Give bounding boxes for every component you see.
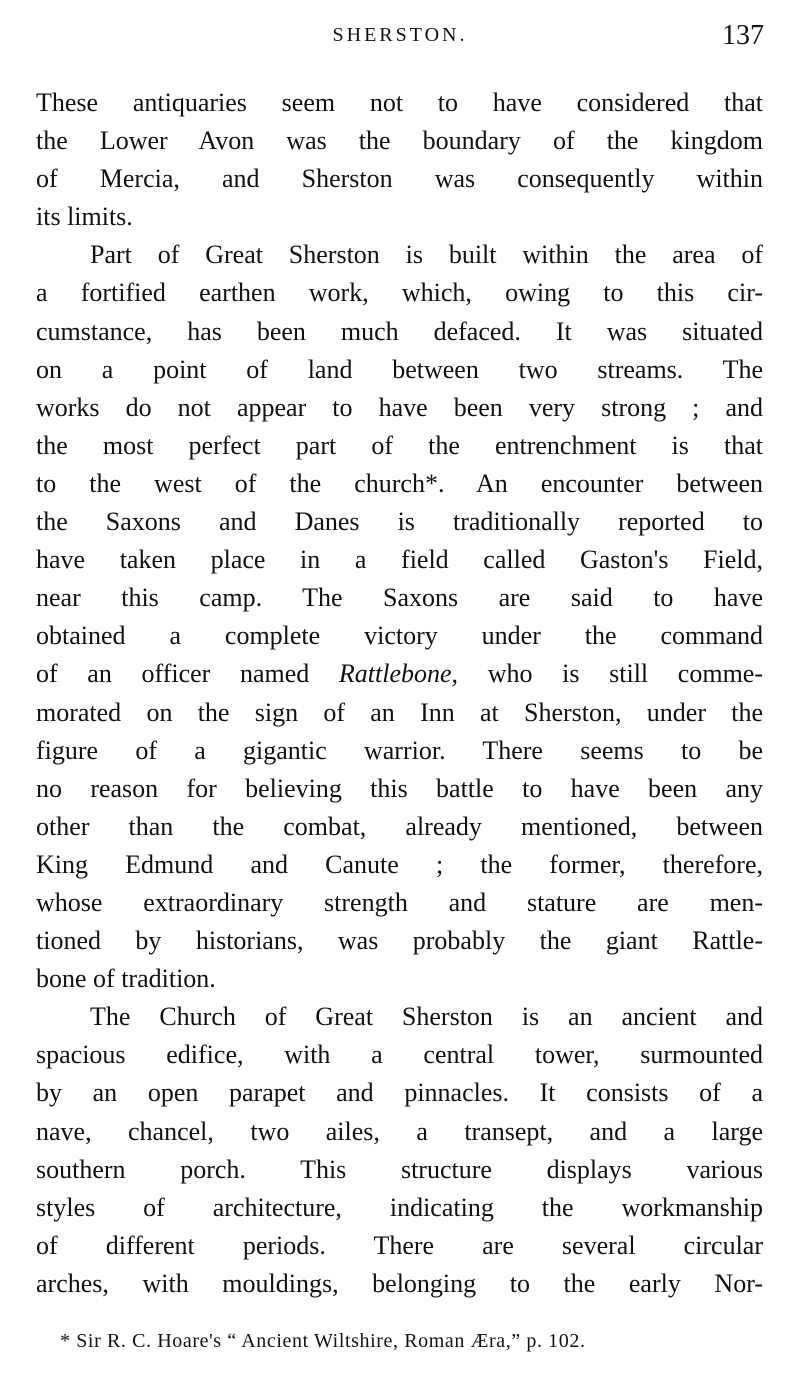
text-line: other than the combat, already mentioned, between (36, 811, 763, 841)
text-line: obtained a complete victory under the command (36, 621, 763, 651)
text-line: spacious edifice, with a central tower, surmounted (36, 1040, 763, 1070)
italic-name-rattlebone: Rattlebone, (338, 659, 459, 689)
text-line: its limits. (36, 202, 133, 232)
text-line: whose extraordinary strength and stature are men- (36, 887, 763, 917)
text-line: southern porch. This structure displays various (36, 1154, 763, 1184)
text-line: a fortified earthen work, which, owing to this cir- (36, 278, 763, 308)
text-line: of different periods. There are several circular (36, 1230, 763, 1260)
text-line: near this camp. The Saxons are said to have (36, 583, 763, 613)
body-text (36, 84, 763, 1303)
running-title: SHERSTON. (332, 24, 468, 46)
line-text-after: who is still comme- (458, 659, 763, 689)
text-line: arches, with mouldings, belonging to the early Nor- (36, 1268, 763, 1298)
text-line: bone of tradition. (36, 964, 216, 994)
text-line: of Mercia, and Sherston was consequently within (36, 164, 763, 194)
text-line: morated on the sign of an Inn at Sherston, under the (36, 697, 763, 727)
text-line: styles of architecture, indicating the workmanship (36, 1192, 763, 1222)
paragraph-start-line: The Church of Great Sherston is an ancient and (90, 1002, 763, 1032)
text-line-with-italic (36, 655, 763, 693)
text-line: works do not appear to have been very strong ; and (36, 392, 763, 422)
paragraph-start-line: Part of Great Sherston is built within the area of (90, 240, 763, 270)
text-line: to the west of the church*. An encounter between (36, 468, 763, 498)
text-line: nave, chancel, two ailes, a transept, and a large (36, 1116, 763, 1146)
text-line: by an open parapet and pinnacles. It consists of a (36, 1078, 763, 1108)
text-line: no reason for believing this battle to have been any (36, 773, 763, 803)
text-line: have taken place in a field called Gaston's Field, (36, 545, 763, 575)
page-number: 137 (722, 20, 764, 51)
text-line: the Saxons and Danes is traditionally reported to (36, 507, 763, 537)
text-line: King Edmund and Canute ; the former, therefore, (36, 849, 763, 879)
text-line: These antiquaries seem not to have considered that (36, 88, 763, 117)
line-text-before: of an officer named (36, 659, 339, 689)
text-line: tioned by historians, was probably the giant Rattle- (36, 926, 763, 956)
running-head (36, 20, 764, 54)
text-line: the most perfect part of the entrenchment is that (36, 430, 763, 460)
text-line: the Lower Avon was the boundary of the kingdom (36, 126, 763, 156)
text-line: on a point of land between two streams. The (36, 354, 763, 384)
text-line: cumstance, has been much defaced. It was situated (36, 316, 763, 346)
footnote: * Sir R. C. Hoare's “ Ancient Wiltshire, Roman Æra,” p. 102. (60, 1330, 586, 1352)
text-line: figure of a gigantic warrior. There seems to be (36, 735, 763, 765)
